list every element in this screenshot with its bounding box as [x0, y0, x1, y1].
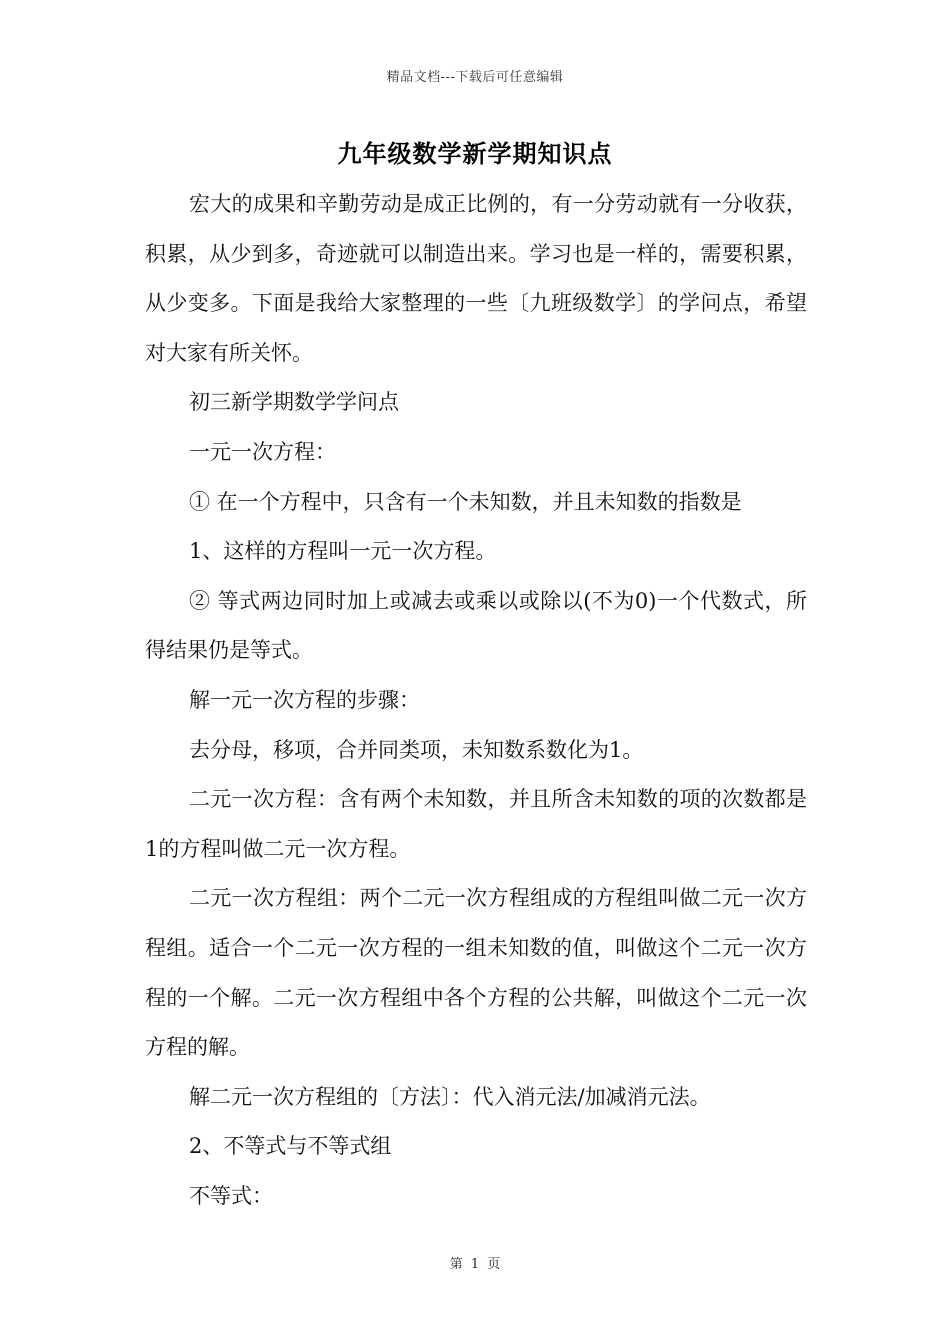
paragraph-two-variable-equation: 二元一次方程：含有两个未知数，并且所含未知数的项的次数都是1的方程叫做二元一次方程。 [145, 787, 807, 861]
paragraph-inequality-label: 不等式： [189, 1183, 273, 1208]
paragraph-intro: 宏大的成果和辛勤劳动是成正比例的，有一分劳动就有一分收获，积累，从少到多，奇迹就可以制造出来。学习也是一样的，需要积累，从少变多。下面是我给大家整理的一些〔九班级数学〕的学问点，希望对大家有所关怀。 [145, 192, 807, 365]
paragraph-point-1-continued: 1、这样的方程叫一元一次方程。 [189, 539, 497, 564]
paragraph-equation-system: 二元一次方程组：两个二元一次方程组成的方程组叫做二元一次方程组。适合一个二元一次方程的一组未知数的值，叫做这个二元一次方程的一个解。二元一次方程组中各个方程的公共解，叫做这个二元一次方程的解。 [145, 886, 807, 1060]
page-number: 第 1 页 [449, 1257, 501, 1272]
header-note: 精品文档---下载后可任意编辑 [386, 70, 564, 85]
paragraph-point-2: ② 等式两边同时加上或减去或乘以或除以(不为0)一个代数式，所得结果仍是等式。 [145, 588, 807, 663]
document-title: 九年级数学新学期知识点 [337, 139, 613, 168]
paragraph-point-1: ① 在一个方程中，只含有一个未知数，并且未知数的指数是 [189, 489, 742, 514]
paragraph-steps-heading: 解一元一次方程的步骤： [189, 687, 420, 712]
paragraph-inequality-heading: 2、不等式与不等式组 [189, 1134, 392, 1159]
paragraph-section-heading: 初三新学期数学学问点 [189, 390, 399, 415]
paragraph-solution-methods: 解二元一次方程组的〔方法〕：代入消元法/加减消元法。 [189, 1084, 711, 1109]
paragraph-linear-equation-heading: 一元一次方程： [189, 439, 336, 464]
paragraph-steps: 去分母，移项，合并同类项，未知数系数化为1。 [189, 737, 644, 762]
document-body [145, 180, 807, 1221]
